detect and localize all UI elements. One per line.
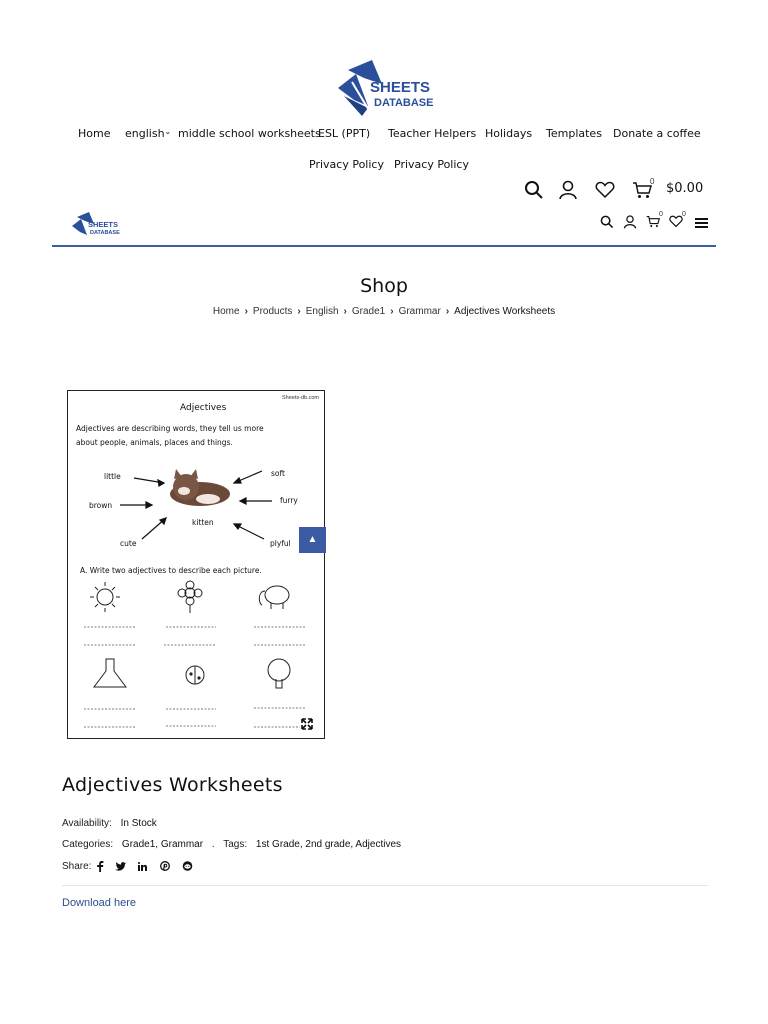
tags-value[interactable]: 1st Grade, 2nd grade, Adjectives: [255, 839, 402, 850]
cart-icon[interactable]: [632, 181, 652, 199]
sticky-logo[interactable]: [70, 210, 122, 240]
worksheet-illustration: [68, 391, 324, 738]
nav-item-english[interactable]: [125, 127, 171, 140]
separator-dot: .: [211, 839, 215, 850]
cart-count-badge: 0: [659, 211, 663, 218]
tags-label: Tags:: [223, 839, 248, 850]
breadcrumb: [0, 306, 768, 317]
share-label: Share:: [62, 861, 92, 872]
chevron-right-icon: ›: [390, 306, 394, 317]
chevron-right-icon: ›: [244, 306, 248, 317]
svg-text:Sheets-db.com: Sheets-db.com: [282, 395, 319, 401]
categories-row: [62, 839, 401, 850]
svg-text:brown: brown: [89, 501, 113, 510]
pinterest-icon[interactable]: [160, 861, 170, 871]
user-icon[interactable]: [558, 180, 578, 200]
svg-text:Adjectives: Adjectives: [180, 403, 227, 413]
heart-icon[interactable]: [595, 181, 615, 199]
svg-text:cute: cute: [120, 539, 137, 548]
share-row: [62, 861, 91, 872]
breadcrumb-grade1[interactable]: Grade1: [351, 306, 386, 317]
reddit-icon[interactable]: [182, 861, 193, 871]
cart-total[interactable]: $0.00: [666, 181, 704, 196]
download-link[interactable]: Download here: [62, 897, 136, 909]
nav-item-privacy-policy[interactable]: Privacy Policy: [309, 158, 384, 171]
svg-text:A. Write two adjectives to des: A. Write two adjectives to describe each picture.: [80, 566, 262, 575]
twitter-icon[interactable]: [115, 862, 126, 871]
categories-value[interactable]: Grade1, Grammar: [121, 839, 204, 850]
search-icon[interactable]: [600, 215, 614, 229]
site-logo[interactable]: [334, 56, 438, 118]
arrow-up-icon: ▲: [307, 534, 318, 545]
svg-text:SHEETS: SHEETS: [88, 220, 119, 229]
user-icon[interactable]: [623, 215, 637, 229]
search-icon[interactable]: [524, 180, 544, 200]
svg-text:furry: furry: [280, 496, 298, 505]
product-image[interactable]: [67, 390, 325, 739]
breadcrumb-grammar[interactable]: Grammar: [398, 306, 441, 317]
availability-value: In Stock: [120, 818, 157, 829]
chevron-right-icon: ›: [445, 306, 450, 317]
heart-icon[interactable]: [669, 215, 683, 228]
svg-text:about people, animals, places: about people, animals, places and things.: [76, 438, 233, 447]
breadcrumb-current: Adjectives Worksheets: [454, 306, 556, 317]
wishlist-count-badge: 0: [682, 211, 686, 218]
availability-label: Availability:: [62, 818, 112, 829]
product-title: Adjectives Worksheets: [62, 774, 283, 796]
facebook-icon[interactable]: [96, 861, 104, 872]
breadcrumb-english[interactable]: English: [305, 306, 339, 317]
nav-item-english-label: english: [125, 127, 165, 140]
nav-item-home[interactable]: Home: [78, 127, 111, 140]
scroll-to-top-button[interactable]: [299, 527, 326, 553]
nav-item-privacy-policy-2[interactable]: Privacy Policy: [394, 158, 469, 171]
breadcrumb-home[interactable]: Home: [212, 306, 240, 317]
svg-text:DATABASE: DATABASE: [90, 230, 120, 236]
categories-label: Categories:: [62, 839, 114, 850]
nav-item-donate[interactable]: Donate a coffee: [613, 127, 701, 140]
chevron-right-icon: ›: [297, 306, 301, 317]
svg-text:soft: soft: [271, 469, 285, 478]
nav-item-templates[interactable]: Templates: [546, 127, 602, 140]
chevron-down-icon: ⌄: [164, 127, 172, 136]
availability-row: [62, 818, 157, 829]
divider: [62, 885, 708, 886]
linkedin-icon[interactable]: [138, 862, 147, 871]
chevron-right-icon: ›: [343, 306, 347, 317]
expand-icon[interactable]: [301, 718, 313, 730]
svg-text:Adjectives are describing word: Adjectives are describing words, they tell us more: [76, 424, 264, 433]
nav-item-middle-school[interactable]: middle school worksheets: [178, 127, 321, 140]
menu-icon[interactable]: [695, 217, 708, 229]
nav-item-teacher-helpers[interactable]: Teacher Helpers: [388, 127, 477, 140]
sticky-header: [52, 205, 716, 247]
cart-icon[interactable]: [646, 215, 660, 228]
svg-text:kitten: kitten: [192, 518, 214, 527]
cart-count-badge: 0: [650, 177, 655, 186]
svg-text:DATABASE: DATABASE: [374, 97, 434, 109]
page-title: Shop: [360, 275, 408, 297]
svg-text:plyful: plyful: [270, 539, 291, 548]
nav-item-esl[interactable]: ESL (PPT): [318, 127, 371, 140]
breadcrumb-products[interactable]: Products: [252, 306, 293, 317]
svg-text:little: little: [104, 472, 121, 481]
nav-item-holidays[interactable]: Holidays: [485, 127, 533, 140]
svg-text:SHEETS: SHEETS: [370, 79, 431, 96]
